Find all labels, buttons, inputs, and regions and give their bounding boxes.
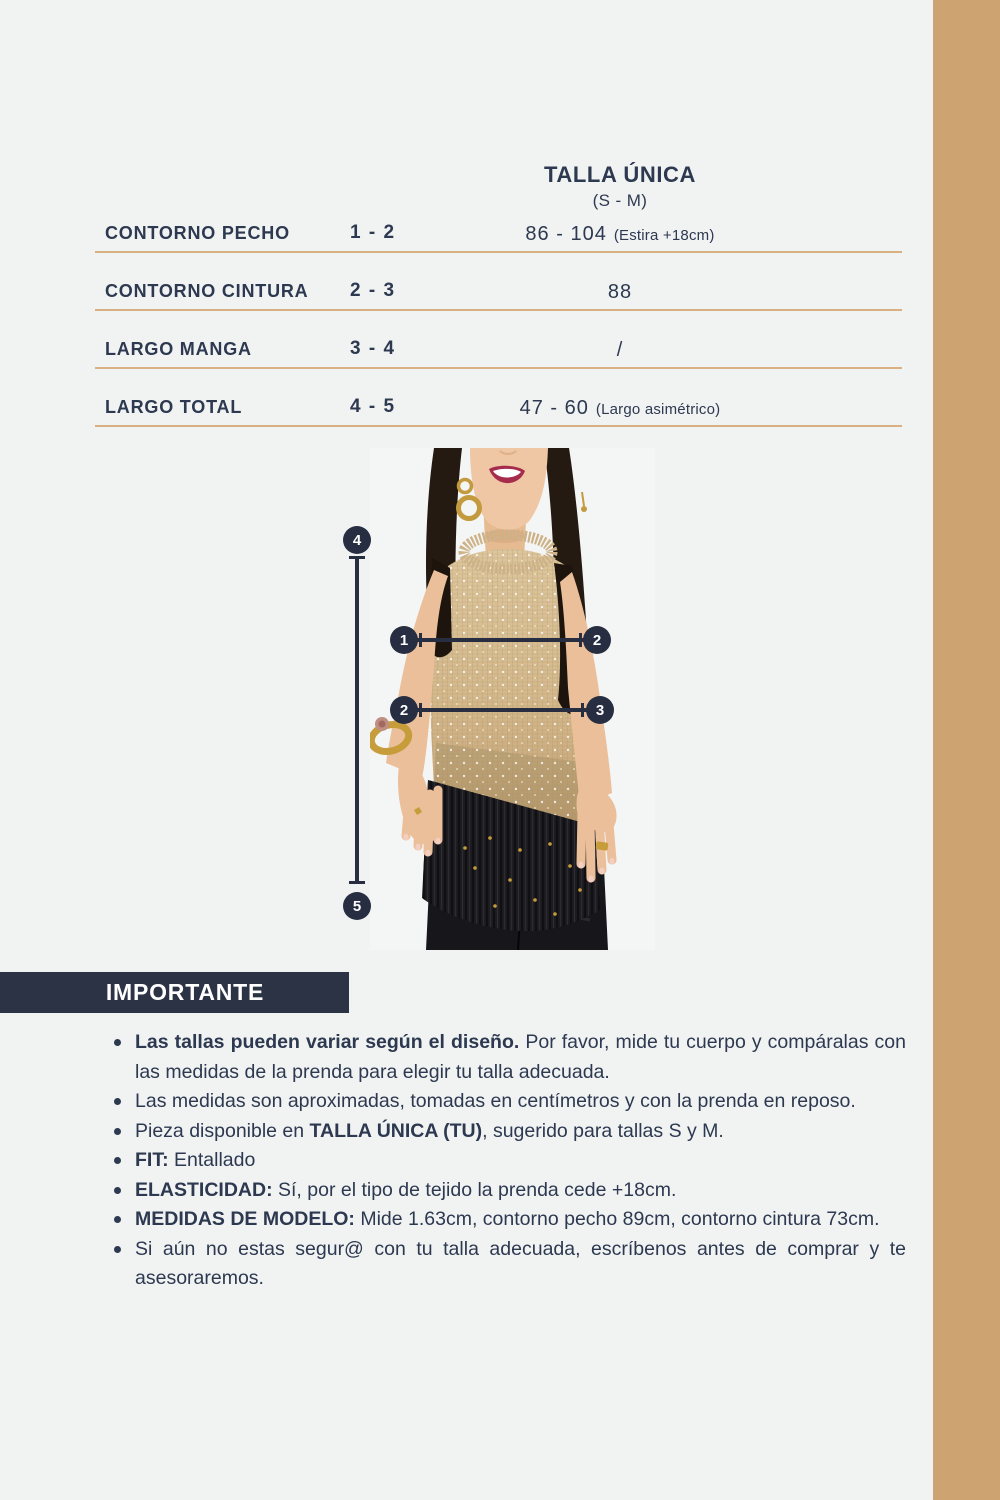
size-table-header bbox=[380, 162, 860, 211]
marker-chest-left: 1 bbox=[390, 626, 418, 654]
marker-waist-right: 3 bbox=[586, 696, 614, 724]
note-text: Las medidas son aproximadas, tomadas en centímetros y con la prenda en reposo. bbox=[135, 1090, 856, 1112]
note-text-bold: MEDIDAS DE MODELO: bbox=[135, 1208, 355, 1230]
value-text: / bbox=[616, 339, 624, 361]
note-text: Sí, por el tipo de tejido la prenda cede +18cm. bbox=[272, 1178, 677, 1201]
marker-chest-right: 2 bbox=[583, 626, 611, 654]
waist-line-right-cap bbox=[581, 703, 584, 717]
length-line-top-cap bbox=[349, 556, 365, 559]
marker-length-top: 4 bbox=[343, 526, 371, 554]
row-value bbox=[400, 223, 840, 246]
accent-stripe bbox=[933, 0, 1000, 1500]
row-range: 2 - 3 bbox=[350, 280, 396, 301]
row-range: 4 - 5 bbox=[350, 396, 396, 417]
row-value bbox=[400, 281, 840, 304]
note-item-fit bbox=[112, 1146, 906, 1176]
size-column-subtitle: (S - M) bbox=[592, 191, 648, 210]
note-text: Por favor, mide tu cuerpo y compáralas con las medidas de la prenda para elegir tu talla adecuada. bbox=[135, 1031, 906, 1083]
chest-line-left-cap bbox=[419, 633, 422, 647]
note-text: Entallado bbox=[168, 1149, 256, 1171]
note-item-elasticidad bbox=[112, 1176, 906, 1206]
table-row-contorno-cintura bbox=[95, 277, 902, 311]
row-range: 1 - 2 bbox=[350, 222, 396, 243]
note-text-bold: Las tallas pueden variar según el diseño. bbox=[135, 1031, 520, 1053]
note-item-sizes-vary bbox=[112, 1028, 906, 1087]
waist-measure-line bbox=[404, 708, 600, 712]
note-text: Mide 1.63cm, contorno pecho 89cm, contorno cintura 73cm. bbox=[354, 1208, 880, 1230]
row-label: CONTORNO CINTURA bbox=[105, 281, 309, 301]
value-text: 86 - 104 bbox=[525, 223, 607, 245]
note-item-contact-us bbox=[112, 1235, 906, 1294]
waist-line-left-cap bbox=[419, 703, 422, 717]
note-text: , sugerido para tallas S y M. bbox=[482, 1119, 724, 1142]
important-banner-label: IMPORTANTE bbox=[105, 979, 265, 1005]
row-label: LARGO MANGA bbox=[105, 339, 252, 359]
note-text-bold: ELASTICIDAD: bbox=[135, 1178, 273, 1201]
row-value bbox=[400, 339, 840, 362]
important-banner bbox=[0, 972, 349, 1013]
table-row-contorno-pecho bbox=[95, 219, 902, 253]
note-text: Pieza disponible en bbox=[135, 1119, 310, 1142]
marker-waist-left: 2 bbox=[390, 696, 418, 724]
size-column-title: TALLA ÚNICA bbox=[543, 162, 697, 187]
note-item-talla-unica bbox=[112, 1117, 906, 1147]
chest-measure-line bbox=[404, 638, 597, 642]
note-text: Si aún no estas segur@ con tu talla adecuada, escríbenos antes de comprar y te asesoraremos. bbox=[135, 1237, 906, 1289]
table-row-largo-total bbox=[95, 393, 902, 427]
row-value bbox=[400, 397, 840, 420]
value-text: 47 - 60 bbox=[519, 397, 589, 419]
note-item-medidas-modelo bbox=[112, 1205, 906, 1235]
right-hand-ring bbox=[596, 841, 609, 851]
table-row-largo-manga bbox=[95, 335, 902, 369]
length-line-bottom-cap bbox=[349, 881, 365, 884]
row-label: LARGO TOTAL bbox=[105, 397, 243, 417]
row-range: 3 - 4 bbox=[350, 338, 396, 359]
bracelet-rose-center bbox=[379, 721, 386, 728]
value-note: (Largo asimétrico) bbox=[595, 401, 721, 418]
length-measure-line bbox=[355, 557, 359, 884]
value-text: 88 bbox=[607, 281, 633, 303]
marker-length-bottom: 5 bbox=[343, 892, 371, 920]
note-item-approx-measures bbox=[112, 1087, 906, 1117]
value-note: (Estira +18cm) bbox=[613, 227, 715, 244]
note-text-bold: FIT: bbox=[135, 1149, 169, 1171]
important-notes-list bbox=[112, 1028, 906, 1294]
chest-line-right-cap bbox=[579, 633, 582, 647]
row-label: CONTORNO PECHO bbox=[105, 223, 290, 243]
note-text-bold: TALLA ÚNICA (TU) bbox=[309, 1119, 483, 1142]
